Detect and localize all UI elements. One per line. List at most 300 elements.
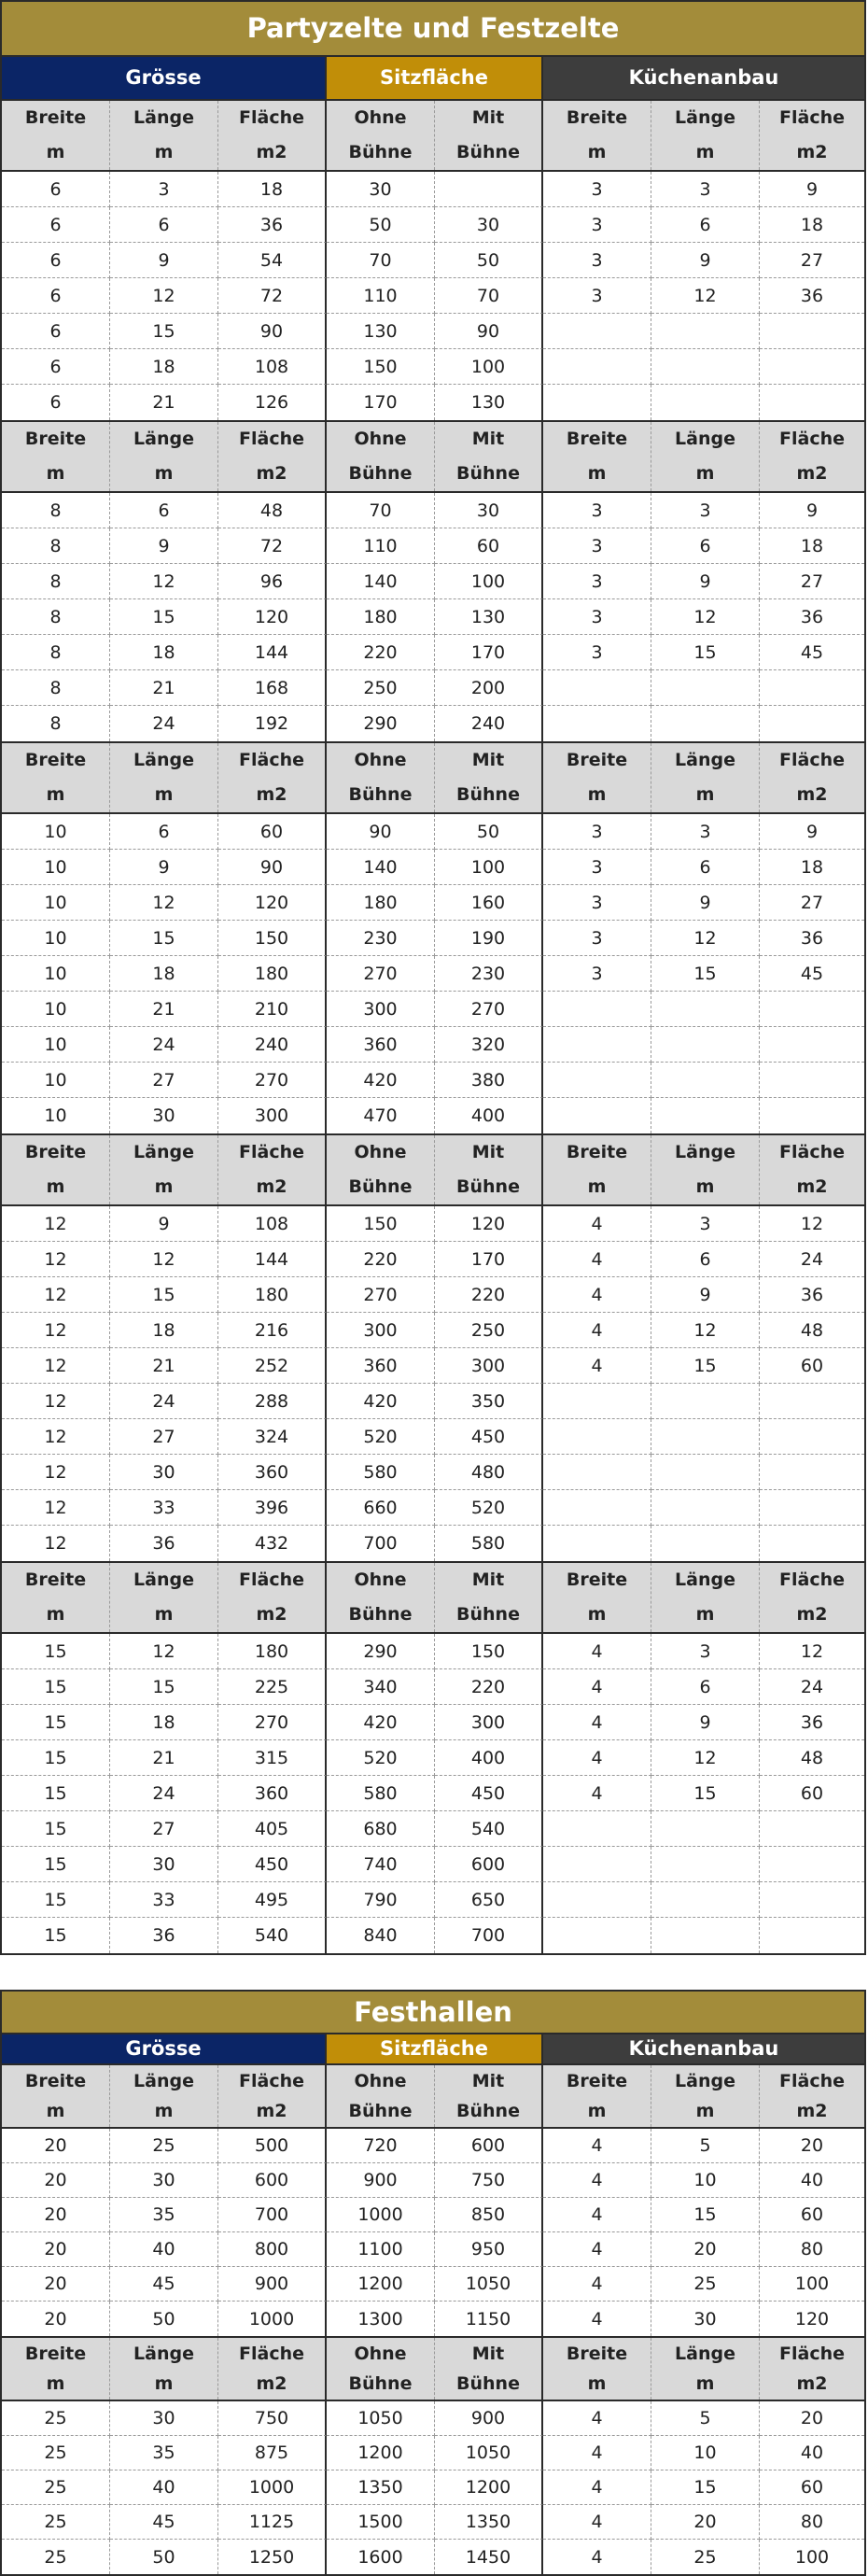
table-row (2, 528, 864, 564)
column-header-line: Breite (24, 107, 87, 128)
table-cell (760, 1882, 864, 1918)
table-cell: 360 (218, 1776, 327, 1811)
column-header-line: Mit (471, 2071, 505, 2091)
table-cell: 25 (651, 2540, 760, 2574)
table-cell: 250 (435, 1313, 543, 1348)
table-cell: 3 (543, 278, 651, 314)
table-cell: 150 (327, 1206, 435, 1242)
column-header-line: Breite (566, 750, 628, 770)
table-cell: 3 (543, 850, 651, 885)
table-cell: 12 (2, 1419, 110, 1455)
table-row (2, 1526, 864, 1561)
column-header-line: Fläche (239, 429, 304, 449)
column-header-line: Fläche (779, 1570, 845, 1590)
column-header-line: m2 (256, 784, 287, 805)
table-cell: 15 (651, 956, 760, 992)
column-header-line: m (695, 463, 715, 484)
table-cell: 30 (435, 493, 543, 528)
group-kuechenanbau: Küchenanbau (543, 2034, 864, 2063)
column-header-line: Bühne (348, 142, 413, 162)
table-cell: 15 (2, 1811, 110, 1847)
column-header-line: Länge (133, 429, 194, 449)
table-row (2, 1740, 864, 1776)
table-row (2, 814, 864, 850)
table-cell: 750 (435, 2163, 543, 2198)
column-header (327, 2338, 435, 2400)
column-header-line: m (46, 2101, 65, 2121)
table-cell: 130 (435, 385, 543, 420)
column-header (218, 743, 327, 812)
table-cell: 580 (435, 1526, 543, 1561)
table-cell: 6 (651, 850, 760, 885)
table-cell: 740 (327, 1847, 435, 1882)
table-cell: 290 (327, 706, 435, 741)
table-block (2, 1563, 864, 1953)
table-cell: 20 (651, 2232, 760, 2267)
column-header-line: Breite (24, 750, 87, 770)
table-cell: 36 (218, 207, 327, 243)
table-cell: 100 (435, 850, 543, 885)
table-cell: 600 (435, 1847, 543, 1882)
table-cell: 15 (110, 1277, 218, 1313)
table-cell (760, 992, 864, 1027)
column-header-line: Fläche (239, 2344, 304, 2364)
table-cell: 15 (2, 1918, 110, 1953)
column-header (327, 101, 435, 170)
table-cell: 10 (2, 921, 110, 956)
table-cell: 160 (435, 885, 543, 921)
table-cell: 10 (2, 1063, 110, 1098)
table-title: Partyzelte und Festzelte (2, 2, 864, 57)
table-cell: 15 (651, 2198, 760, 2232)
table-cell: 150 (218, 921, 327, 956)
column-header (2, 2065, 110, 2127)
table-cell: 850 (435, 2198, 543, 2232)
table-cell: 35 (110, 2436, 218, 2470)
table-row (2, 1063, 864, 1098)
table-cell (543, 1455, 651, 1490)
table-cell: 20 (2, 2163, 110, 2198)
column-header-line: Fläche (779, 429, 845, 449)
table-cell: 21 (110, 1740, 218, 1776)
column-header-line: Breite (566, 107, 628, 128)
table-cell: 360 (327, 1348, 435, 1384)
table-cell: 9 (651, 243, 760, 278)
table-cell: 180 (327, 885, 435, 921)
table-row (2, 2129, 864, 2163)
table-cell: 450 (435, 1419, 543, 1455)
table-cell: 9 (760, 493, 864, 528)
table-row (2, 921, 864, 956)
table-cell: 4 (543, 1705, 651, 1740)
table-cell: 5 (651, 2401, 760, 2436)
table-cell: 170 (435, 635, 543, 670)
table-cell: 750 (218, 2401, 327, 2436)
column-header-line: m (695, 784, 715, 805)
column-header-line: Fläche (239, 750, 304, 770)
column-header-line: m (587, 142, 607, 162)
table-row (2, 278, 864, 314)
column-header-line: Bühne (348, 1604, 413, 1625)
table-cell: 15 (651, 1348, 760, 1384)
table-cell (651, 670, 760, 706)
table-cell: 18 (110, 1705, 218, 1740)
column-header-line: m (154, 2101, 174, 2121)
table-cell: 1250 (218, 2540, 327, 2574)
table-cell: 36 (760, 921, 864, 956)
table-cell: 120 (218, 599, 327, 635)
table-cell: 3 (651, 493, 760, 528)
table-cell: 315 (218, 1740, 327, 1776)
table-cell: 30 (651, 2302, 760, 2336)
column-header-line: m (46, 2373, 65, 2394)
table-cell: 700 (435, 1918, 543, 1953)
column-header-line: Bühne (456, 2373, 520, 2394)
table-cell: 30 (110, 1098, 218, 1133)
column-header-line: Breite (24, 2071, 87, 2091)
table-cell: 25 (2, 2505, 110, 2540)
table-cell: 48 (760, 1313, 864, 1348)
table-row (2, 2401, 864, 2436)
table-cell: 240 (435, 706, 543, 741)
table-cell: 220 (327, 1242, 435, 1277)
table-title: Festhallen (2, 1992, 864, 2034)
table-cell: 24 (110, 1776, 218, 1811)
table-cell: 1200 (327, 2436, 435, 2470)
table-cell: 270 (218, 1705, 327, 1740)
table-cell: 12 (110, 1634, 218, 1669)
table-cell: 60 (218, 814, 327, 850)
table-cell: 90 (218, 314, 327, 349)
column-header-line: m (46, 142, 65, 162)
column-header-line: Breite (24, 1570, 87, 1590)
table-cell: 72 (218, 278, 327, 314)
column-header-line: Fläche (239, 1570, 304, 1590)
table-cell: 120 (794, 2308, 830, 2330)
table-cell: 20 (760, 2401, 864, 2436)
column-header (218, 2065, 327, 2127)
column-header-line: Breite (24, 1142, 87, 1162)
table-cell: 6 (2, 172, 110, 207)
column-header-row (2, 1135, 864, 1206)
column-header-line: Länge (133, 2071, 194, 2091)
table-cell: 27 (760, 564, 864, 599)
column-header-line: Ohne (354, 107, 407, 128)
table-cell: 12 (110, 1242, 218, 1277)
table-cell: 20 (760, 2129, 864, 2163)
column-header-line: m2 (256, 1604, 287, 1625)
table-cell: 3 (543, 635, 651, 670)
table-cell: 110 (327, 528, 435, 564)
table-cell: 1500 (327, 2505, 435, 2540)
table-row (2, 1918, 864, 1953)
column-header-line: m2 (256, 142, 287, 162)
table-cell (760, 706, 864, 741)
table-cell (760, 314, 864, 349)
table-cell: 9 (110, 528, 218, 564)
table-cell: 6 (2, 385, 110, 420)
column-header (327, 1135, 435, 1204)
table-row (2, 2163, 864, 2198)
table-cell: 9 (651, 1705, 760, 1740)
table-cell: 30 (110, 1847, 218, 1882)
column-header-line: m (587, 1604, 607, 1625)
column-header-line: Fläche (779, 1142, 845, 1162)
column-header-line: m (695, 2101, 715, 2121)
table-cell: 6 (110, 493, 218, 528)
table-cell: 36 (110, 1526, 218, 1561)
column-header-line: m (154, 2373, 174, 2394)
table-cell: 1600 (327, 2540, 435, 2574)
column-header (110, 101, 218, 170)
table-cell: 800 (218, 2232, 327, 2267)
column-header-line: m (695, 1604, 715, 1625)
table-cell: 60 (760, 2198, 864, 2232)
column-header-row (2, 2065, 864, 2129)
column-header (760, 1563, 864, 1632)
table-cell: 36 (760, 1705, 864, 1740)
column-header-line: m2 (796, 2373, 828, 2394)
column-header-line: m (46, 784, 65, 805)
table-cell: 20 (2, 2302, 110, 2336)
table-cell: 6 (2, 314, 110, 349)
table-cell: 420 (327, 1705, 435, 1740)
table-row (2, 1634, 864, 1669)
table-cell: 15 (110, 599, 218, 635)
table-cell: 50 (110, 2540, 218, 2574)
column-header-line: Bühne (348, 463, 413, 484)
table-cell: 3 (543, 207, 651, 243)
table-cell: 27 (110, 1419, 218, 1455)
table-cell: 450 (218, 1847, 327, 1882)
column-header (435, 1563, 543, 1632)
table-cell: 520 (435, 1490, 543, 1526)
table-cell: 18 (110, 349, 218, 385)
table-cell: 25 (651, 2267, 760, 2302)
table-cell: 4 (543, 1776, 651, 1811)
table-cell (651, 1918, 760, 1953)
table-cell: 300 (327, 992, 435, 1027)
table-cell: 520 (327, 1419, 435, 1455)
table-cell (651, 1490, 760, 1526)
column-header (651, 2065, 760, 2127)
table-cell: 96 (218, 564, 327, 599)
table-cell: 25 (2, 2470, 110, 2505)
table-block (2, 101, 864, 422)
table-cell: 450 (435, 1776, 543, 1811)
table-cell: 8 (2, 670, 110, 706)
column-header (2, 422, 110, 491)
table-cell (760, 1384, 864, 1419)
table-cell (760, 1847, 864, 1882)
column-header-line: m2 (256, 2101, 287, 2121)
table-cell: 10 (2, 992, 110, 1027)
table-cell: 680 (327, 1811, 435, 1847)
table-block (2, 743, 864, 1135)
column-header-line: m (587, 784, 607, 805)
column-header (760, 422, 864, 491)
table-cell (651, 1811, 760, 1847)
table-cell: 15 (110, 314, 218, 349)
table-cell: 12 (2, 1313, 110, 1348)
table-cell: 875 (218, 2436, 327, 2470)
table-cell (543, 670, 651, 706)
table-cell: 252 (218, 1348, 327, 1384)
column-header-line: Länge (675, 1142, 735, 1162)
table-cell: 220 (435, 1669, 543, 1705)
column-header-line: Breite (566, 2344, 628, 2364)
column-header (2, 743, 110, 812)
table-cell (760, 1526, 864, 1561)
table-cell: 350 (435, 1384, 543, 1419)
column-header-line: Länge (675, 1570, 735, 1590)
table-cell: 1125 (218, 2505, 327, 2540)
table-cell: 12 (2, 1490, 110, 1526)
table-cell: 230 (327, 921, 435, 956)
table-cell (760, 1027, 864, 1063)
column-header (543, 743, 651, 812)
table-cell: 180 (218, 1277, 327, 1313)
table-cell: 33 (110, 1490, 218, 1526)
table-cell: 600 (218, 2163, 327, 2198)
column-header (435, 743, 543, 812)
table-cell: 9 (760, 814, 864, 850)
table-cell: 6 (2, 349, 110, 385)
table-cell: 470 (327, 1098, 435, 1133)
table-cell: 60 (760, 1776, 864, 1811)
table-cell: 15 (651, 635, 760, 670)
table-cell: 1200 (435, 2470, 543, 2505)
column-header (651, 422, 760, 491)
table-row (2, 564, 864, 599)
column-header (110, 1563, 218, 1632)
column-header-row (2, 2338, 864, 2401)
table-cell: 60 (760, 1348, 864, 1384)
table-cell: 240 (218, 1027, 327, 1063)
table-cell: 24 (760, 1669, 864, 1705)
column-header-line: Breite (566, 1570, 628, 1590)
table-cell: 15 (2, 1669, 110, 1705)
table-row (2, 2267, 864, 2302)
table-block (2, 2338, 864, 2574)
column-header-line: Mit (471, 1570, 505, 1590)
table-row (2, 2436, 864, 2470)
table-cell: 300 (435, 1348, 543, 1384)
table-cell: 9 (110, 850, 218, 885)
column-header-line: Länge (675, 2344, 735, 2364)
table-cell: 80 (760, 2505, 864, 2540)
column-header (327, 743, 435, 812)
column-header-line: Ohne (354, 1142, 407, 1162)
table-cell: 840 (327, 1918, 435, 1953)
column-header-line: m (154, 463, 174, 484)
table-cell: 300 (218, 1098, 327, 1133)
table-cell: 27 (110, 1811, 218, 1847)
column-header-line: Länge (675, 429, 735, 449)
table-cell: 25 (2, 2540, 110, 2574)
table-cell (651, 1098, 760, 1133)
table-cell: 4 (543, 2505, 651, 2540)
table-cell: 3 (543, 243, 651, 278)
table-cell (651, 1526, 760, 1561)
table-cell: 50 (435, 814, 543, 850)
column-header-line: Länge (133, 2344, 194, 2364)
column-header-line: Bühne (348, 2373, 413, 2394)
table-cell: 108 (218, 1206, 327, 1242)
table-cell: 100 (760, 2267, 864, 2302)
table-cell: 3 (651, 814, 760, 850)
table-row (2, 1776, 864, 1811)
table-cell: 4 (543, 1669, 651, 1705)
column-header (435, 2065, 543, 2127)
table-cell: 70 (327, 243, 435, 278)
column-header-line: Mit (471, 2344, 505, 2364)
table-cell: 3 (543, 956, 651, 992)
table-cell: 270 (435, 992, 543, 1027)
column-header-line: Fläche (779, 107, 845, 128)
column-header-line: Mit (471, 1142, 505, 1162)
table-cell: 660 (327, 1490, 435, 1526)
table-row (2, 706, 864, 741)
table-cell: 230 (435, 956, 543, 992)
table-cell: 1350 (435, 2505, 543, 2540)
table-cell: 120 (218, 885, 327, 921)
table-cell: 400 (435, 1740, 543, 1776)
table-cell: 380 (435, 1063, 543, 1098)
column-header-line: Länge (133, 1570, 194, 1590)
table-cell: 270 (327, 1277, 435, 1313)
table-cell: 20 (2, 2232, 110, 2267)
table-cell: 70 (327, 493, 435, 528)
column-header-line: m (587, 2373, 607, 2394)
table-cell: 60 (435, 528, 543, 564)
table-cell (651, 1027, 760, 1063)
column-header (651, 1563, 760, 1632)
column-header-line: Mit (471, 750, 505, 770)
table-row (2, 243, 864, 278)
table-cell (760, 670, 864, 706)
table-cell: 140 (327, 564, 435, 599)
table-row (2, 956, 864, 992)
table-cell: 100 (435, 564, 543, 599)
table-cell (543, 992, 651, 1027)
table-row (2, 992, 864, 1027)
table-cell: 12 (2, 1348, 110, 1384)
table-cell: 35 (110, 2198, 218, 2232)
table-cell: 45 (110, 2505, 218, 2540)
table-cell: 580 (327, 1455, 435, 1490)
table-cell: 9 (651, 885, 760, 921)
table-cell: 4 (543, 2436, 651, 2470)
column-header-line: Bühne (456, 2101, 520, 2121)
table-cell: 8 (2, 493, 110, 528)
column-header-line: Bühne (456, 463, 520, 484)
column-header-line: Bühne (348, 1176, 413, 1197)
table-cell (543, 1098, 651, 1133)
table-cell: 30 (110, 1455, 218, 1490)
table-cell: 360 (327, 1027, 435, 1063)
table-cell: 396 (218, 1490, 327, 1526)
column-header-line: Ohne (354, 2071, 407, 2091)
table-block (2, 422, 864, 743)
table-cell (760, 1455, 864, 1490)
table-cell (543, 706, 651, 741)
table-cell: 18 (760, 207, 864, 243)
table-cell: 216 (218, 1313, 327, 1348)
table-cell: 4 (543, 2267, 651, 2302)
column-header-line: m (587, 1176, 607, 1197)
column-header (543, 1135, 651, 1204)
